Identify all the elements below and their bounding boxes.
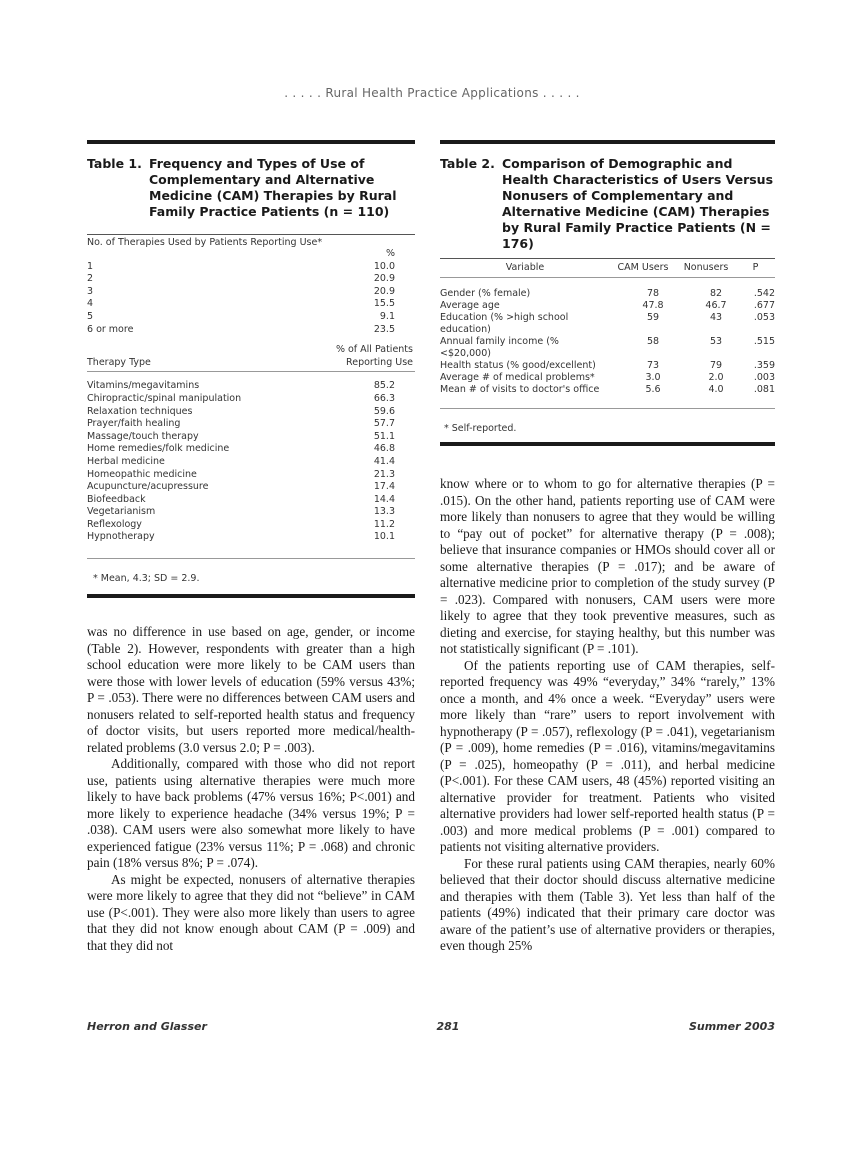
table2-top-rule — [440, 140, 775, 144]
table1-type-label: Chiropractic/spinal manipulation — [87, 392, 242, 404]
table1-type-label: Homeopathic medicine — [87, 468, 197, 480]
table1-percent-col: % — [385, 248, 395, 259]
table2-users-value: 73 — [646, 360, 660, 371]
table2-row — [440, 384, 775, 396]
left-column — [87, 140, 415, 954]
table1-type-label: Prayer/faith healing — [87, 418, 181, 430]
body-paragraph: Additionally, compared with those who did not report use, patients using alternative therapies were much more likely to have back problems (47% versus 16%; P<.001) and more likely to experience headache (34% versus 19%; P = .038). CAM users were also somewhat more likely to have experienced fatigue (23% versus 11%; P = .068) and chronic pain (18% versus 8%; P = .074). — [87, 756, 415, 871]
page-number: 281 — [436, 1020, 460, 1033]
table2-variable: Education (% >high school education) — [440, 312, 569, 335]
table2-users-value: 3.0 — [645, 372, 661, 383]
table1-count-row — [87, 261, 415, 274]
table1-count-value: 15.5 — [373, 298, 395, 310]
table2-col-users: CAM Users — [617, 262, 669, 273]
table2-p-value: .003 — [753, 372, 775, 383]
table2-header-row — [440, 262, 775, 274]
table1-mid-rule — [87, 371, 415, 372]
table2-variable: Average age — [440, 300, 500, 311]
table2-p-value: .677 — [753, 300, 775, 311]
table2-p-value: .053 — [753, 312, 775, 323]
table2-end-rule — [440, 442, 775, 446]
table1-number: Table 1. — [87, 156, 142, 171]
table2-variable: Gender (% female) — [440, 288, 531, 299]
table1-type-row — [87, 406, 415, 419]
table2-variable: Annual family income (% <$20,000) — [440, 336, 559, 359]
left-body-text — [87, 624, 415, 954]
table2-footnote: * Self-reported. — [444, 423, 517, 434]
table1-type-value: 41.4 — [373, 455, 395, 467]
table1-count-label: 5 — [87, 310, 94, 322]
table2-users-value: 47.8 — [642, 300, 664, 311]
right-column — [440, 140, 775, 955]
table1-type-label: Reflexology — [87, 518, 142, 530]
table1-type-row — [87, 506, 415, 519]
table2-p-value: .359 — [753, 360, 775, 371]
table2-number: Table 2. — [440, 156, 495, 171]
table1-count-label: 4 — [87, 298, 94, 310]
table1-counts-table — [87, 248, 415, 336]
table1-count-row — [87, 273, 415, 286]
table1-type-label: Hypnotherapy — [87, 531, 155, 543]
body-paragraph: was no difference in use based on age, gender, or income (Table 2). However, respondents with greater than a high school education were more likely to be CAM users than were those with lower levels of education (59% versus 43%; P = .053). There were no differences between CAM users and nonusers related to self-reported health status and frequency of doctor visits, but users reported more medical/health-related problems (3.0 versus 2.0; P = .003). — [87, 624, 415, 755]
table2-row — [440, 300, 775, 312]
table2-p-value: .542 — [753, 288, 775, 299]
table1-type-value: 66.3 — [373, 392, 395, 404]
table2-nonusers-value: 2.0 — [708, 372, 724, 383]
table2-nonusers-value: 82 — [709, 288, 723, 299]
table1-end-rule — [87, 594, 415, 598]
table1-type-row — [87, 393, 415, 406]
table1-type-row — [87, 443, 415, 456]
table1-col-line2: Reporting Use — [346, 356, 413, 368]
table2-users-value: 78 — [646, 288, 660, 299]
table1-count-row — [87, 324, 415, 337]
table2-row — [440, 360, 775, 372]
table1-count-row — [87, 311, 415, 324]
table1-count-row — [87, 298, 415, 311]
table1-count-row — [87, 286, 415, 299]
table2-title — [440, 156, 775, 252]
table1-type-row — [87, 531, 415, 544]
table2-users-value: 5.6 — [645, 384, 661, 395]
body-paragraph: know where or to whom to go for alternative therapies (P = .015). On the other hand, patients reporting use of CAM were more likely than nonusers to agree that they would be willing to “pay out of pocket” for alternative therapy (P = .008); believe that insurance companies or HMOs should cover all or some alternative therapies (P = .017); and be aware of alternative medicine prior to completion of the study survey (P = .023). Compared with nonusers, CAM users were more likely to agree that they took preventive measures, such as dieting and exercise, for staying healthy, but this number was not statistically significant (P = .101). — [440, 476, 775, 656]
table1-type-value: 13.3 — [373, 506, 395, 518]
table2-row — [440, 336, 775, 360]
table1-title-text: Frequency and Types of Use of Complementary and Alternative Medicine (CAM) Therapies by Rural Family Practice Patients (n = 110) — [149, 156, 397, 219]
table2-bottom-rule — [440, 408, 775, 409]
table1-section1-header: No. of Therapies Used by Patients Reporting Use* — [87, 237, 323, 248]
table2-row — [440, 312, 775, 336]
body-paragraph: Of the patients reporting use of CAM therapies, self-reported frequency was 49% “everyday,” 34% “rarely,” 13% once a month, and 4% once a week. “Everyday” users were more likely than “rare” users to report involvement with hypnotherapy (P = .057), reflexology (P = .041), vegetarianism (P = .009), home remedies (P = .016), vitamins/megavitamins (P = .025), homeopathy (P = .011), and herbal medicine (P<.001). For these CAM users, 48 (45%) reported visiting an alternative provider for treatment. Patients who visited alternative providers had lower self-reported health status (P = .003) and more medical problems (P = .001) compared to patients not visiting alternative providers. — [440, 657, 775, 854]
table1-type-value: 57.7 — [373, 418, 395, 430]
page-footer — [87, 1020, 775, 1033]
table2-variable: Mean # of visits to doctor's office — [440, 384, 600, 395]
table1-type-row — [87, 494, 415, 507]
table1-title — [87, 156, 415, 220]
table2-variable: Health status (% good/excellent) — [440, 360, 596, 371]
table2-users-value: 59 — [646, 312, 660, 323]
table2-mid-rule — [440, 277, 775, 278]
table1-type-row — [87, 519, 415, 532]
body-paragraph: As might be expected, nonusers of alternative therapies were more likely to agree that they did not “believe” in CAM use (P<.001). They were also more likely than users to agree that they did not know enough about CAM (P = .009) and that they did not — [87, 871, 415, 953]
table1-type-row — [87, 431, 415, 444]
footer-authors: Herron and Glasser — [87, 1020, 207, 1033]
table1-type-value: 21.3 — [373, 468, 395, 480]
table1-count-label: 3 — [87, 285, 94, 297]
table1-types-table — [87, 380, 415, 544]
running-header: . . . . . Rural Health Practice Applications . . . . . — [284, 86, 580, 100]
table1-type-row — [87, 418, 415, 431]
table1-count-value: 20.9 — [373, 285, 395, 297]
table2-col-nonusers: Nonusers — [683, 262, 729, 273]
table1-type-label: Acupuncture/acupressure — [87, 481, 209, 493]
table2-p-value: .081 — [753, 384, 775, 395]
table1-type-value: 17.4 — [373, 481, 395, 493]
table2-nonusers-value: 46.7 — [705, 300, 727, 311]
table2-rule — [440, 258, 775, 259]
table1-footnote: * Mean, 4.3; SD = 2.9. — [93, 573, 200, 585]
table1-count-label: 2 — [87, 273, 94, 285]
table2-data-table — [440, 288, 775, 396]
table1-type-label: Biofeedback — [87, 493, 146, 505]
table2-col-variable: Variable — [505, 262, 545, 273]
table2-users-value: 58 — [646, 336, 660, 347]
table1-type-label: Herbal medicine — [87, 455, 165, 467]
table1-therapy-type-header: Therapy Type — [87, 356, 151, 368]
table1-type-value: 85.2 — [373, 380, 395, 392]
table2-col-p: P — [752, 262, 759, 273]
table2-nonusers-value: 53 — [709, 336, 723, 347]
body-paragraph: For these rural patients using CAM therapies, nearly 60% believed that their doctor should discuss alternative medicine and therapies with them (Table 3). Yet less than half of the patients (49%) indicated that their primary care doctor was aware of the patient’s use of alternative providers or therapies, even though 25% — [440, 855, 775, 953]
right-body-text — [440, 476, 775, 955]
table1-top-rule — [87, 140, 415, 144]
table1-type-header — [87, 344, 415, 369]
table1-count-value: 10.0 — [373, 260, 395, 272]
table1-type-row — [87, 481, 415, 494]
table1-type-label: Massage/touch therapy — [87, 430, 199, 442]
table1-rule — [87, 234, 415, 235]
table1-count-value: 9.1 — [379, 310, 395, 322]
table1-type-label: Vitamins/megavitamins — [87, 380, 200, 392]
table1-type-label: Vegetarianism — [87, 506, 156, 518]
table1-type-value: 14.4 — [373, 493, 395, 505]
table1-type-label: Home remedies/folk medicine — [87, 443, 230, 455]
table1-count-value: 20.9 — [373, 273, 395, 285]
table1-type-value: 11.2 — [373, 518, 395, 530]
table1-type-row — [87, 469, 415, 482]
table2-row — [440, 288, 775, 300]
table2-nonusers-value: 43 — [709, 312, 723, 323]
footer-issue: Summer 2003 — [688, 1020, 775, 1033]
table2-row — [440, 372, 775, 384]
table2-p-value: .515 — [753, 336, 775, 347]
table1-type-label: Relaxation techniques — [87, 405, 193, 417]
table1-type-row — [87, 380, 415, 393]
table2-title-text: Comparison of Demographic and Health Characteristics of Users Versus Nonusers of Complementary and Alternative Medicine (CAM) Therapies by Rural Family Practice Patients (N = 176) — [502, 156, 774, 251]
table2-nonusers-value: 79 — [709, 360, 723, 371]
table2-nonusers-value: 4.0 — [708, 384, 724, 395]
table1-count-label: 1 — [87, 260, 94, 272]
table2-variable: Average # of medical problems* — [440, 372, 595, 383]
table1-count-label: 6 or more — [87, 323, 134, 335]
table1-bottom-rule — [87, 558, 415, 559]
table1-type-value: 51.1 — [373, 430, 395, 442]
table1-count-value: 23.5 — [373, 323, 395, 335]
table1-type-value: 59.6 — [373, 405, 395, 417]
table1-col-line1: % of All Patients — [335, 344, 413, 356]
table1-type-value: 46.8 — [373, 443, 395, 455]
table1-type-value: 10.1 — [373, 531, 395, 543]
table1-type-row — [87, 456, 415, 469]
